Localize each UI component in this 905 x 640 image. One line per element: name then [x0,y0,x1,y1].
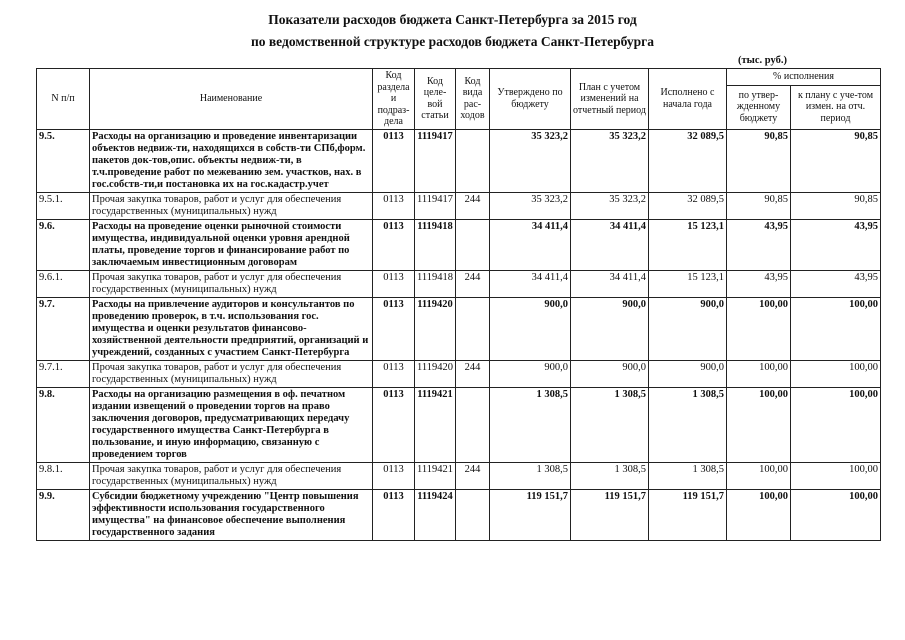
row-pct-plan: 100,00 [791,462,881,489]
row-executed: 15 123,1 [649,219,727,270]
row-approved: 1 308,5 [490,387,571,462]
row-statya-code: 1119418 [415,270,456,297]
table-body [37,129,881,540]
row-plan: 35 323,2 [571,129,649,192]
row-number: 9.7. [37,297,90,360]
row-executed: 900,0 [649,360,727,387]
row-pct-plan: 100,00 [791,489,881,540]
row-vid-code [456,387,490,462]
row-executed: 1 308,5 [649,387,727,462]
row-statya-code: 1119417 [415,129,456,192]
row-vid-code [456,297,490,360]
header-vid: Код вида рас-ходов [456,69,490,130]
row-pct-approved: 100,00 [727,387,791,462]
row-name: Прочая закупка товаров, работ и услуг для обеспечения государственных (муниципальных) нужд [90,462,373,489]
row-pct-approved: 100,00 [727,462,791,489]
row-statya-code: 1119424 [415,489,456,540]
table-row [37,219,881,270]
row-executed: 119 151,7 [649,489,727,540]
header-pct-utv: по утвер-жденному бюджету [727,85,791,129]
row-approved: 34 411,4 [490,219,571,270]
row-pct-approved: 43,95 [727,270,791,297]
row-approved: 1 308,5 [490,462,571,489]
row-approved: 34 411,4 [490,270,571,297]
row-pct-approved: 43,95 [727,219,791,270]
row-executed: 32 089,5 [649,192,727,219]
table-header [37,69,881,130]
row-executed: 32 089,5 [649,129,727,192]
table-row [37,387,881,462]
header-utv: Утверждено по бюджету [490,69,571,130]
row-pct-plan: 43,95 [791,219,881,270]
row-pct-approved: 90,85 [727,192,791,219]
row-name: Прочая закупка товаров, работ и услуг для обеспечения государственных (муниципальных) нужд [90,270,373,297]
row-razdel-code: 0113 [373,192,415,219]
row-razdel-code: 0113 [373,270,415,297]
row-vid-code [456,219,490,270]
row-razdel-code: 0113 [373,219,415,270]
row-plan: 35 323,2 [571,192,649,219]
row-statya-code: 1119421 [415,462,456,489]
row-statya-code: 1119420 [415,297,456,360]
row-number: 9.9. [37,489,90,540]
row-pct-approved: 100,00 [727,360,791,387]
row-pct-plan: 90,85 [791,192,881,219]
header-plan: План с учетом изменений на отчетный период [571,69,649,130]
row-razdel-code: 0113 [373,297,415,360]
header-pct-group: % исполнения [727,69,881,86]
header-name: Наименование [90,69,373,130]
table-row [37,270,881,297]
document-title: Показатели расходов бюджета Санкт-Петербурга за 2015 год [268,12,637,27]
row-approved: 35 323,2 [490,129,571,192]
row-statya-code: 1119417 [415,192,456,219]
row-executed: 15 123,1 [649,270,727,297]
row-executed: 900,0 [649,297,727,360]
row-razdel-code: 0113 [373,360,415,387]
row-number: 9.5.1. [37,192,90,219]
row-name: Расходы на привлечение аудиторов и консультантов по проведению проверок, в т.ч. использования гос. имущества и оценки результатов финансово-хозяйственной деятельности предприятий, организаций и учреждений, созданных с участием Санкт-Петербурга [90,297,373,360]
row-number: 9.6.1. [37,270,90,297]
row-approved: 900,0 [490,360,571,387]
row-plan: 1 308,5 [571,462,649,489]
row-pct-approved: 90,85 [727,129,791,192]
row-pct-plan: 90,85 [791,129,881,192]
row-pct-plan: 100,00 [791,387,881,462]
table-row [37,129,881,192]
row-name: Расходы на проведение оценки рыночной стоимости имущества, индивидуальной оценки уровня арендной платы, проведение торгов и финансирование работ по заключаемым инвестиционным договорам [90,219,373,270]
header-pct-plan: к плану с уче-том измен. на отч. период [791,85,881,129]
header-statya: Код целе-вой статьи [415,69,456,130]
row-number: 9.8.1. [37,462,90,489]
header-n: N п/п [37,69,90,130]
row-vid-code: 244 [456,192,490,219]
row-vid-code: 244 [456,462,490,489]
row-number: 9.6. [37,219,90,270]
row-name: Прочая закупка товаров, работ и услуг для обеспечения государственных (муниципальных) нужд [90,192,373,219]
row-statya-code: 1119418 [415,219,456,270]
row-statya-code: 1119421 [415,387,456,462]
header-razdel: Код раздела и подраз-дела [373,69,415,130]
row-plan: 34 411,4 [571,270,649,297]
row-executed: 1 308,5 [649,462,727,489]
row-statya-code: 1119420 [415,360,456,387]
row-plan: 34 411,4 [571,219,649,270]
row-plan: 900,0 [571,297,649,360]
header-isp: Исполнено с начала года [649,69,727,130]
row-razdel-code: 0113 [373,129,415,192]
table-row [37,462,881,489]
table-row [37,192,881,219]
units-label: (тыс. руб.) [738,55,787,66]
row-plan: 900,0 [571,360,649,387]
row-pct-plan: 43,95 [791,270,881,297]
budget-table [36,68,881,541]
table-row [37,489,881,540]
row-plan: 119 151,7 [571,489,649,540]
row-vid-code [456,489,490,540]
document-subtitle: по ведомственной структуре расходов бюджета Санкт-Петербурга [250,34,655,49]
row-number: 9.7.1. [37,360,90,387]
row-razdel-code: 0113 [373,489,415,540]
row-pct-plan: 100,00 [791,297,881,360]
row-plan: 1 308,5 [571,387,649,462]
row-razdel-code: 0113 [373,462,415,489]
row-vid-code: 244 [456,360,490,387]
row-pct-approved: 100,00 [727,297,791,360]
row-number: 9.8. [37,387,90,462]
row-number: 9.5. [37,129,90,192]
row-name: Субсидии бюджетному учреждению "Центр повышения эффективности использования государственного имущества" на финансовое обеспечение выполнения государственного задания [90,489,373,540]
row-pct-approved: 100,00 [727,489,791,540]
row-pct-plan: 100,00 [791,360,881,387]
table-row [37,297,881,360]
row-razdel-code: 0113 [373,387,415,462]
row-approved: 900,0 [490,297,571,360]
row-name: Прочая закупка товаров, работ и услуг для обеспечения государственных (муниципальных) нужд [90,360,373,387]
row-vid-code: 244 [456,270,490,297]
row-approved: 119 151,7 [490,489,571,540]
row-name: Расходы на организацию размещения в оф. печатном издании извещений о проведении торгов на право заключения договоров, предусматривающих передачу государственного имущества Санкт-Петербурга в пользование, и иную информацию, связанную с проведением торгов [90,387,373,462]
row-name: Расходы на организацию и проведение инвентаризации объектов недвиж-ти, находящихся в собств-ти СПб,форм. пакетов док-тов,опис. объекты недвиж-ти, в т.ч.проведение работ по межеванию зем. участков, нах. в гос.собств-ти,и постановка их на гос.кадастр.учет [90,129,373,192]
table-row [37,360,881,387]
row-vid-code [456,129,490,192]
row-approved: 35 323,2 [490,192,571,219]
